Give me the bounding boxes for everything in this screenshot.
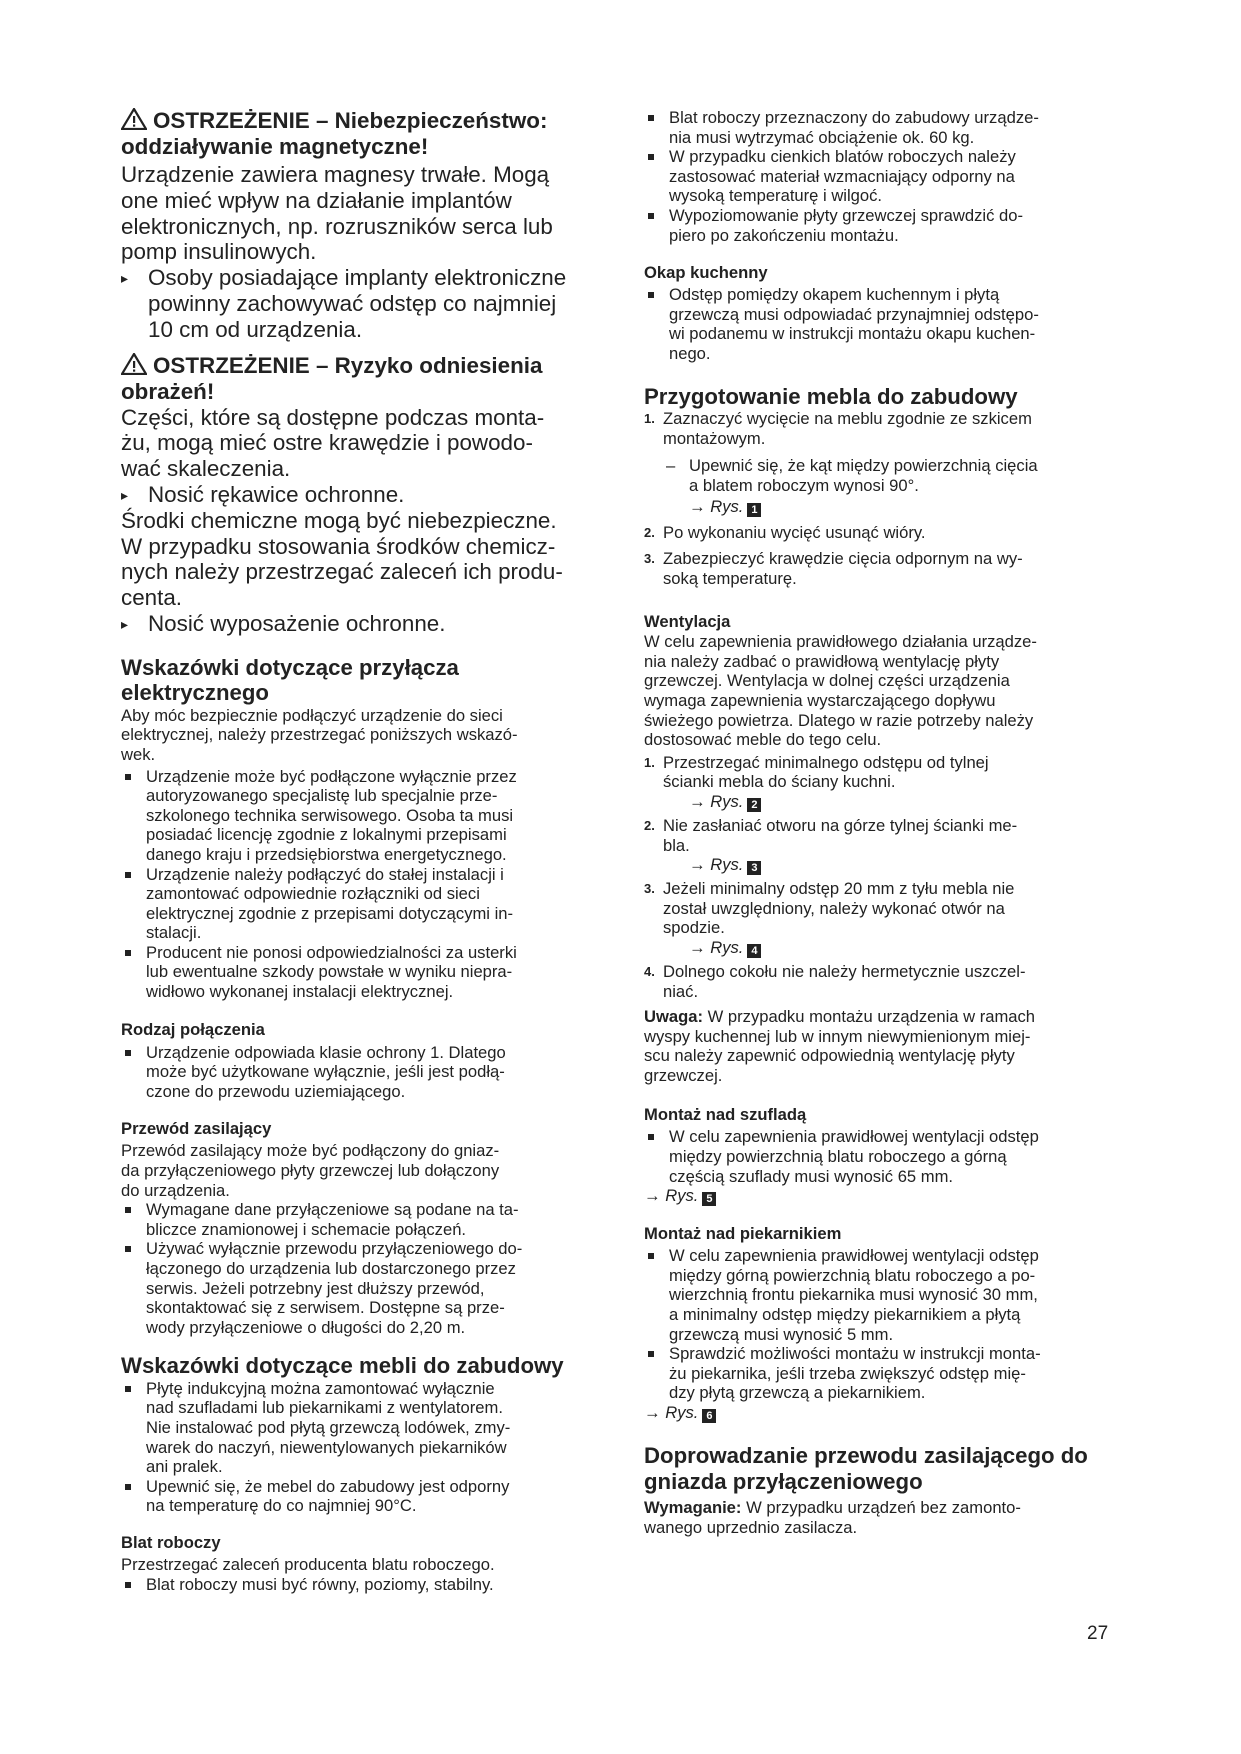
bullet-marker	[648, 1351, 654, 1357]
note-text: W przypadku montażu urządzenia w ramach	[703, 1007, 1036, 1027]
bullet-item	[121, 865, 611, 943]
bullet-text	[644, 147, 1136, 206]
text-line: Urządzenie odpowiada klasie ochrony 1. Dlatego	[146, 1042, 506, 1062]
intro-line: nia należy zadbać o prawidłową wentylację płyty	[644, 651, 1000, 671]
text-line: lub ewentualne szkody powstałe w wyniku niepra-	[146, 962, 513, 982]
text-line: Nosić rękawice ochronne.	[148, 481, 405, 507]
requirement-text: wanego uprzednio zasilacza.	[644, 1517, 858, 1537]
text-line: grzewczą musi wynosić 5 mm.	[669, 1324, 894, 1344]
warning-triangle-icon	[121, 353, 147, 375]
subsection-heading: Okap kuchenny	[644, 263, 768, 283]
bullet-text	[644, 1127, 1136, 1186]
action-text	[121, 482, 611, 508]
text-line: posiadać licencję zgodnie z lokalnymi przepisami	[146, 825, 507, 845]
figure-ref-text: → Rys.	[689, 855, 744, 875]
text-line: montażowym.	[663, 428, 766, 448]
arrow-icon: ▸	[121, 486, 129, 503]
intro-line: dostosować meble do tego celu.	[644, 730, 882, 750]
intro-line: do urządzenia.	[121, 1180, 230, 1200]
bullet-text	[644, 285, 1136, 363]
intro-line: Przestrzegać zaleceń producenta blatu roboczego.	[121, 1555, 495, 1575]
text-line: stalacji.	[146, 923, 202, 943]
step-number: 3.	[644, 551, 655, 566]
warning-title: obrażeń!	[121, 378, 215, 404]
action-item	[121, 482, 611, 508]
text-line: wierzchnią frontu piekarnika musi wynosić 30 mm,	[669, 1285, 1038, 1305]
bullet-text	[644, 1344, 1136, 1403]
intro-line: W celu zapewnienia prawidłowego działania urządze-	[644, 632, 1037, 652]
figure-number: 6	[702, 1409, 716, 1423]
arrow-icon: ▸	[121, 270, 129, 287]
step-number: 2.	[644, 525, 655, 541]
text-line: między górną powierzchnią blatu roboczego a po-	[669, 1265, 1036, 1285]
bullet-item	[121, 767, 611, 865]
bullet-text	[644, 206, 1136, 245]
bullet-marker	[125, 774, 131, 780]
figure-reference	[644, 1403, 1136, 1423]
text-line: bla.	[663, 835, 690, 855]
note-label: Uwaga:	[644, 1007, 704, 1027]
text-line: na temperaturę do co najmniej 90°C.	[146, 1496, 417, 1516]
action-text	[121, 611, 611, 637]
warning-text: Części, które są dostępne podczas monta-	[121, 404, 545, 430]
text-line: został uwzględniony, należy wykonać otwór na	[663, 898, 1005, 918]
text-line: W celu zapewnienia prawidłowej wentylacji odstęp	[669, 1246, 1039, 1266]
text-line: Nosić wyposażenie ochronne.	[148, 610, 446, 636]
text-line: wysoką temperaturę i wilgoć.	[669, 186, 883, 206]
bullet-text	[121, 1200, 611, 1239]
bullet-item	[121, 943, 611, 1002]
text-line: Wypoziomowanie płyty grzewczej sprawdzić do-	[669, 205, 1023, 225]
figure-number: 5	[702, 1192, 716, 1206]
step-number: 1.	[644, 411, 655, 427]
text-line: Blat roboczy przeznaczony do zabudowy urządze-	[669, 108, 1039, 127]
bullet-text	[121, 1477, 611, 1516]
warning-triangle-icon	[121, 108, 147, 130]
bullet-marker	[125, 1582, 131, 1588]
text-line: Osoby posiadające implanty elektroniczne	[148, 265, 567, 291]
bullet-text	[644, 108, 1136, 147]
warning-text: Urządzenie zawiera magnesy trwałe. Mogą	[121, 162, 550, 187]
figure-reference	[644, 855, 1136, 875]
step-text	[644, 523, 1136, 543]
text-line: ścianki mebla do ściany kuchni.	[663, 772, 896, 792]
bullet-marker	[648, 154, 654, 160]
text-line: Nie instalować pod płytą grzewczą lodówek, zmy-	[146, 1418, 511, 1438]
section-heading: Doprowadzanie przewodu zasilającego do	[644, 1443, 1088, 1468]
numbered-step	[644, 523, 1136, 543]
text-line: dzy płytą grzewczą a piekarnikiem.	[669, 1383, 926, 1403]
step-text	[644, 962, 1136, 1001]
numbered-step	[644, 816, 1136, 855]
text-line: Odstęp pomiędzy okapem kuchennym i płytą	[669, 285, 1000, 305]
intro-line: świeżego powietrza. Dlatego w razie potrzeby należy	[644, 710, 1034, 730]
warning-text: Środki chemiczne mogą być niebezpieczne.	[121, 507, 557, 533]
text-line: może być użytkowane wyłącznie, jeśli jest podłą-	[146, 1062, 505, 1082]
step-text	[644, 753, 1136, 792]
text-line: nad szufladami lub piekarnikami z wentylatorem.	[146, 1398, 503, 1418]
text-line: widłowo wykonanej instalacji elektrycznej.	[146, 982, 454, 1002]
text-line: czone do przewodu uziemiającego.	[146, 1081, 406, 1101]
subsection-heading: Wentylacja	[644, 612, 731, 632]
warning-text: nych należy przestrzegać zaleceń ich produ-	[121, 559, 563, 585]
step-text	[644, 549, 1136, 588]
text-line: a blatem roboczym wynosi 90°.	[689, 475, 919, 495]
text-line: między powierzchnią blatu roboczego a górną	[669, 1147, 1007, 1167]
text-line: powinny zachowywać odstęp co najmniej	[148, 290, 557, 316]
text-line: piero po zakończeniu montażu.	[669, 225, 899, 245]
text-line: Urządzenie należy podłączyć do stałej instalacji i	[146, 864, 504, 884]
intro-line: Aby móc bezpiecznie podłączyć urządzenie do sieci	[121, 705, 503, 725]
text-line: spodzie.	[663, 918, 725, 938]
text-line: ani pralek.	[146, 1457, 223, 1477]
subsection-heading: Przewód zasilający	[121, 1119, 272, 1139]
bullet-marker	[125, 1050, 131, 1056]
text-line: elektrycznej zgodnie z przepisami dotyczącymi in-	[146, 903, 514, 923]
intro-line: Przewód zasilający może być podłączony do gniaz-	[121, 1141, 500, 1161]
right-column	[644, 108, 1136, 1537]
text-line: zamontować odpowiednie rozłączniki od sieci	[146, 884, 480, 904]
bullet-text	[121, 865, 611, 943]
action-item	[121, 611, 611, 637]
page-number: 27	[1087, 1623, 1109, 1644]
text-line: Dolnego cokołu nie należy hermetycznie uszczel-	[663, 961, 1026, 981]
text-line: Używać wyłącznie przewodu przyłączeniowego do-	[146, 1239, 523, 1259]
text-line: żu piekarnika, jeśli trzeba zwiększyć odstęp mię-	[669, 1363, 1026, 1383]
dash-marker: –	[666, 456, 676, 476]
text-line: Blat roboczy musi być równy, poziomy, stabilny.	[146, 1574, 494, 1594]
bullet-marker	[648, 115, 654, 121]
bullet-marker	[648, 1253, 654, 1259]
bullet-item	[121, 1200, 611, 1239]
text-line: bliczce znamionowej i schemacie połączeń.	[146, 1219, 467, 1239]
text-line: Płytę indukcyjną można zamontować wyłącznie	[146, 1378, 495, 1398]
warning-text: elektronicznych, np. rozruszników serca lub	[121, 213, 553, 239]
warning-title	[121, 353, 611, 379]
bullet-marker	[648, 1134, 654, 1140]
text-line: a minimalny odstęp między piekarnikiem a płytą	[669, 1305, 1021, 1325]
text-line: zastosować materiał wzmacniający odporny na	[669, 166, 1015, 186]
bullet-text	[121, 1575, 611, 1595]
action-item	[121, 265, 611, 342]
text-line: częścią szuflady musi wynosić 65 mm.	[669, 1166, 954, 1186]
subsection-heading: Montaż nad piekarnikiem	[644, 1224, 842, 1244]
text-line: nego.	[669, 343, 711, 363]
text-line: danego kraju i przedsiębiorstwa energetycznego.	[146, 844, 507, 864]
text-line: warek do naczyń, niewentylowanych piekarników	[146, 1437, 507, 1457]
text-line: grzewczą musi odpowiadać przynajmniej odstępo-	[669, 304, 1039, 324]
step-text	[644, 879, 1136, 938]
figure-number: 3	[747, 861, 761, 875]
intro-line: grzewczej. Wentylacja w dolnej części urządzenia	[644, 671, 1010, 691]
warning-text: wać skaleczenia.	[121, 456, 291, 482]
bullet-text	[121, 1043, 611, 1102]
numbered-step	[644, 753, 1136, 792]
bullet-item	[644, 1344, 1136, 1403]
step-number: 4.	[644, 963, 655, 979]
text-line: serwis. Jeżeli potrzebny jest dłuższy przewód,	[146, 1278, 485, 1298]
bullet-item	[644, 147, 1136, 206]
text-line: Wymagane dane przyłączeniowe są podane na ta-	[146, 1200, 519, 1220]
note-text: wyspy kuchennej lub w innym niewymienionym miej-	[644, 1026, 1031, 1046]
figure-reference	[644, 497, 1136, 517]
figure-ref-text: → Rys.	[689, 791, 744, 811]
bullet-text	[121, 943, 611, 1002]
subsection-heading: Blat roboczy	[121, 1533, 221, 1553]
intro-line: wymaga zapewnienia wystarczającego dopływu	[644, 690, 996, 710]
warning-text: centa.	[121, 585, 182, 611]
figure-ref-text: → Rys.	[644, 1186, 699, 1206]
requirement-label: Wymaganie:	[644, 1498, 742, 1517]
bullet-item	[121, 1477, 611, 1516]
figure-number: 2	[747, 798, 761, 812]
requirement-paragraph	[644, 1498, 1136, 1518]
bullet-marker	[125, 1207, 131, 1213]
warning-text: W przypadku stosowania środków chemicz-	[121, 533, 556, 559]
section-heading: Wskazówki dotyczące mebli do zabudowy	[121, 1353, 564, 1379]
sub-step-text	[644, 456, 1136, 495]
figure-number: 4	[747, 944, 761, 958]
figure-number: 1	[747, 503, 761, 517]
warning-title-text: OSTRZEŻENIE – Ryzyko odniesienia	[153, 352, 543, 378]
bullet-item	[121, 1043, 611, 1102]
note-paragraph	[644, 1007, 1136, 1027]
bullet-text	[644, 1246, 1136, 1344]
bullet-text	[121, 1379, 611, 1477]
bullet-item	[644, 108, 1136, 147]
text-line: szkolonego technika serwisowego. Osoba ta musi	[146, 805, 514, 825]
text-line: Jeżeli minimalny odstęp 20 mm z tyłu mebla nie	[663, 879, 1015, 899]
subsection-heading: Montaż nad szufladą	[644, 1105, 807, 1125]
numbered-step	[644, 549, 1136, 588]
bullet-item	[644, 285, 1136, 363]
text-line: Upewnić się, że mebel do zabudowy jest odporny	[146, 1476, 510, 1496]
numbered-step	[644, 879, 1136, 938]
text-line: Po wykonaniu wycięć usunąć wióry.	[663, 523, 926, 543]
text-line: Producent nie ponosi odpowiedzialności za usterki	[146, 942, 517, 962]
bullet-marker	[648, 213, 654, 219]
step-number: 1.	[644, 754, 655, 770]
text-line: wody przyłączeniowe o długości do 2,20 m.	[146, 1317, 466, 1337]
text-line: 10 cm od urządzenia.	[148, 316, 363, 342]
section-heading: gniazda przyłączeniowego	[644, 1468, 923, 1494]
text-line: autoryzowanego specjalistę lub specjalnie prze-	[146, 786, 498, 806]
step-text	[644, 816, 1136, 855]
warning-text: one mieć wpływ na działanie implantów	[121, 187, 512, 213]
bullet-item	[644, 206, 1136, 245]
warning-title-text: OSTRZEŻENIE – Niebezpieczeństwo:	[153, 108, 548, 133]
action-text	[121, 265, 611, 342]
sub-step	[644, 456, 1136, 495]
left-column	[121, 108, 611, 1594]
text-line: wi podanemu w instrukcji montażu okapu kuchen-	[669, 324, 1036, 344]
bullet-marker	[125, 872, 131, 878]
text-line: Upewnić się, że kąt między powierzchnią cięcia	[689, 456, 1038, 476]
figure-reference	[644, 792, 1136, 812]
bullet-marker	[125, 1484, 131, 1490]
note-text: scu należy zapewnić odpowiednią wentylację płyty	[644, 1046, 1015, 1066]
bullet-item	[644, 1127, 1136, 1186]
figure-ref-text: → Rys.	[689, 937, 744, 957]
text-line: niać.	[663, 981, 699, 1001]
figure-reference	[644, 938, 1136, 958]
text-line: Zaznaczyć wycięcie na meblu zgodnie ze szkicem	[663, 409, 1032, 429]
bullet-item	[121, 1239, 611, 1337]
warning-title: oddziaływanie magnetyczne!	[121, 134, 429, 159]
section-heading: elektrycznego	[121, 680, 269, 706]
text-line: Nie zasłaniać otworu na górze tylnej ścianki me-	[663, 815, 1018, 835]
warning-text: pomp insulinowych.	[121, 239, 317, 265]
text-line: Urządzenie może być podłączone wyłącznie przez	[146, 766, 517, 786]
text-line: Przestrzegać minimalnego odstępu od tylnej	[663, 752, 989, 772]
step-text	[644, 409, 1136, 448]
bullet-text	[121, 767, 611, 865]
text-line: W celu zapewnienia prawidłowej wentylacji odstęp	[669, 1127, 1039, 1147]
section-heading: Przygotowanie mebla do zabudowy	[644, 383, 1018, 409]
warning-title	[121, 108, 611, 134]
step-number: 3.	[644, 881, 655, 897]
text-line: W przypadku cienkich blatów roboczych należy	[669, 147, 1016, 167]
intro-line: elektrycznej, należy przestrzegać poniższych wskazó-	[121, 725, 518, 745]
text-line: Zabezpieczyć krawędzie cięcia odpornym na wy-	[663, 549, 1023, 568]
text-line: soką temperaturę.	[663, 568, 797, 588]
section-heading: Wskazówki dotyczące przyłącza	[121, 654, 459, 680]
step-number: 2.	[644, 817, 655, 833]
bullet-item	[121, 1575, 611, 1595]
text-line: nia musi wytrzymać obciążenie ok. 60 kg.	[669, 127, 975, 147]
bullet-marker	[125, 1386, 131, 1392]
numbered-step	[644, 962, 1136, 1001]
bullet-marker	[125, 1246, 131, 1252]
text-line: Sprawdzić możliwości montażu w instrukcji monta-	[669, 1344, 1041, 1364]
subsection-heading: Rodzaj połączenia	[121, 1019, 265, 1039]
figure-reference	[644, 1186, 1136, 1206]
text-line: skontaktować się z serwisem. Dostępne są prze-	[146, 1298, 505, 1318]
intro-line: wek.	[121, 744, 156, 764]
arrow-icon: ▸	[121, 615, 129, 632]
note-text: grzewczej.	[644, 1065, 723, 1085]
warning-text: żu, mogą mieć ostre krawędzie i powodo-	[121, 430, 533, 456]
bullet-marker	[125, 950, 131, 956]
bullet-text	[121, 1239, 611, 1337]
requirement-text: W przypadku urządzeń bez zamonto-	[741, 1498, 1021, 1517]
figure-ref-text: → Rys.	[644, 1403, 699, 1422]
bullet-marker	[648, 292, 654, 298]
text-line: łączonego do urządzenia lub dostarczonego przez	[146, 1259, 516, 1278]
bullet-item	[121, 1379, 611, 1477]
numbered-step	[644, 409, 1136, 448]
intro-line: da przyłączeniowego płyty grzewczej lub dołączony	[121, 1161, 500, 1181]
figure-ref-text: → Rys.	[689, 497, 744, 517]
bullet-item	[644, 1246, 1136, 1344]
